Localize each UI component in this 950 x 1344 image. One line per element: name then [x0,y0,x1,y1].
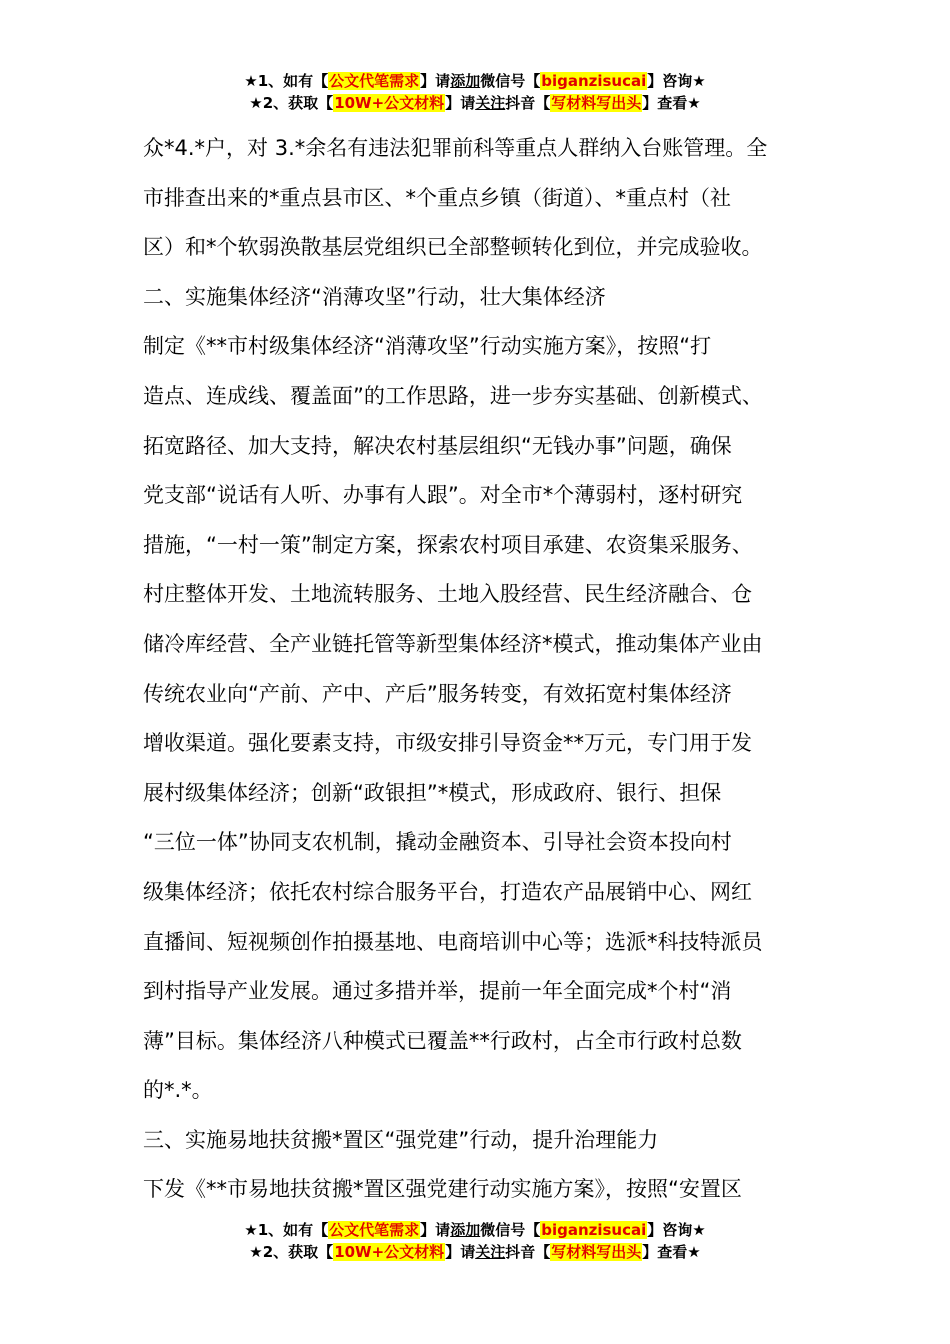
text-line: 到村指导产业发展。通过多措并举，提前一年全面完成*个村“消 [143,979,732,1004]
banner-text: ★1、如有【 [244,1221,329,1239]
banner-text: ★1、如有【 [244,72,329,90]
text-line: 措施，“一村一策”制定方案，探索农村项目承建、农资集采服务、 [143,532,753,557]
banner-highlight: 公文代笔需求 [329,72,420,90]
banner-text: 抖音【 [505,1243,551,1261]
document-body [143,124,823,1215]
banner-text: ★2、获取【 [249,1243,334,1261]
section-heading: 三、实施易地扶贫搬*置区“强党建”行动，提升治理能力 [143,1127,659,1152]
banner-text: 】咨询★ [647,72,706,90]
banner-line-1 [0,70,950,92]
banner-highlight: 写材料写出头 [551,94,642,112]
banner-highlight: biganzisucai [541,1221,647,1239]
banner-text: 】请 [420,1221,451,1239]
banner-underline: 添加 [450,1221,481,1239]
text-line: 市排查出来的*重点县市区、*个重点乡镇（街道）、*重点村（社 [143,185,731,210]
banner-underline: 添加 [450,72,481,90]
banner-text: 微信号【 [480,72,541,90]
banner-underline: 关注 [475,94,506,112]
banner-highlight: 10W+公文材料 [334,1243,445,1261]
banner-line-1 [0,1219,950,1241]
text-line: 制定《**市村级集体经济“消薄攻坚”行动实施方案》，按照“打 [143,334,712,359]
text-line: 村庄整体开发、土地流转服务、土地入股经营、民生经济融合、仓 [143,582,752,607]
text-line: 造点、连成线、覆盖面”的工作思路，进一步夯实基础、创新模式、 [143,383,763,408]
text-line: 传统农业向“产前、产中、产后”服务转变，有效拓宽村集体经济 [143,681,732,706]
header-banner [0,70,950,114]
text-line: “三位一体”协同支农机制，撬动金融资本、引导社会资本投向村 [143,830,732,855]
banner-text: 】请 [445,94,476,112]
text-line: 级集体经济；依托农村综合服务平台，打造农产品展销中心、网红 [143,879,752,904]
banner-text: 抖音【 [505,94,551,112]
text-line: 的*.*。 [143,1078,213,1103]
banner-text: 微信号【 [480,1221,541,1239]
banner-text: ★2、获取【 [249,94,334,112]
banner-line-2 [0,92,950,114]
banner-text: 】请 [420,72,451,90]
section-heading: 二、实施集体经济“消薄攻坚”行动，壮大集体经济 [143,284,606,309]
banner-highlight: 写材料写出头 [551,1243,642,1261]
banner-highlight: biganzisucai [541,72,647,90]
text-line: 展村级集体经济；创新“政银担”*模式，形成政府、银行、担保 [143,780,722,805]
banner-highlight: 10W+公文材料 [334,94,445,112]
text-line: 薄”目标。集体经济八种模式已覆盖**行政村，占全市行政村总数 [143,1028,742,1053]
text-line: 区）和*个软弱涣散基层党组织已全部整顿转化到位，并完成验收。 [143,235,763,260]
banner-highlight: 公文代笔需求 [329,1221,420,1239]
banner-text: 】查看★ [642,1243,701,1261]
text-line: 拓宽路径、加大支持，解决农村基层组织“无钱办事”问题，确保 [143,433,732,458]
banner-text: 】请 [445,1243,476,1261]
text-line: 储冷库经营、全产业链托管等新型集体经济*模式，推动集体产业由 [143,631,763,656]
text-line: 党支部“说话有人听、办事有人跟”。对全市*个薄弱村，逐村研究 [143,483,743,508]
banner-line-2 [0,1241,950,1263]
text-line: 下发《**市易地扶贫搬*置区强党建行动实施方案》，按照“安置区 [143,1177,742,1202]
banner-underline: 关注 [475,1243,506,1261]
footer-banner [0,1219,950,1263]
text-line: 直播间、短视频创作拍摄基地、电商培训中心等；选派*科技特派员 [143,929,763,954]
text-line: 众*4.*户，对 3.*余名有违法犯罪前科等重点人群纳入台账管理。全 [143,136,768,160]
text-line: 增收渠道。强化要素支持，市级安排引导资金**万元，专门用于发 [143,731,752,756]
banner-text: 】咨询★ [647,1221,706,1239]
banner-text: 】查看★ [642,94,701,112]
